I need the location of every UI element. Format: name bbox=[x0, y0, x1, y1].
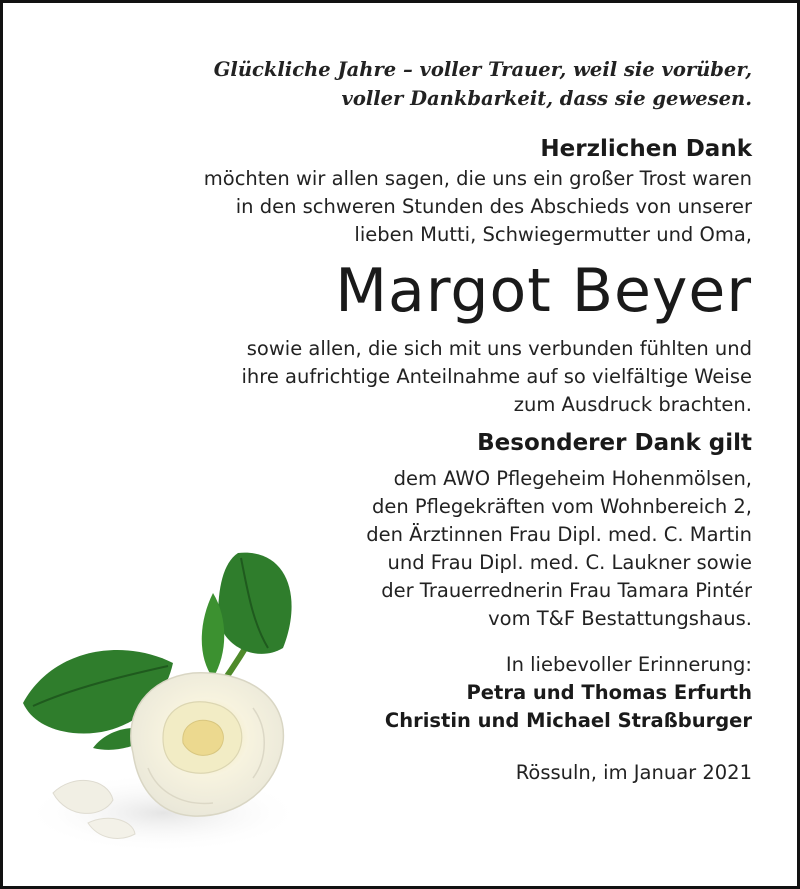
thanks-heading: Herzlichen Dank bbox=[540, 136, 752, 162]
signers bbox=[43, 679, 752, 735]
thanks-line: in den schweren Stunden des Abschieds von unserer bbox=[235, 195, 752, 218]
signer-name: Petra und Thomas Erfurth bbox=[466, 681, 752, 704]
special-thanks-line: der Trauerrednerin Frau Tamara Pintér bbox=[381, 579, 752, 602]
notice-text bbox=[43, 55, 752, 787]
special-thanks-line: und Frau Dipl. med. C. Laukner sowie bbox=[387, 551, 752, 574]
deceased-name: Margot Beyer bbox=[335, 256, 752, 326]
motto-line: Glückliche Jahre – voller Trauer, weil sie vorüber, bbox=[213, 58, 752, 81]
special-thanks-line: vom T&F Bestattungshaus. bbox=[488, 607, 752, 630]
special-thanks-text bbox=[43, 465, 752, 633]
after-name-line: ihre aufrichtige Anteilnahme auf so vielfältige Weise bbox=[241, 365, 752, 388]
after-name-text bbox=[43, 335, 752, 419]
motto-line: voller Dankbarkeit, dass sie gewesen. bbox=[341, 87, 752, 110]
motto bbox=[43, 55, 752, 113]
signer-name: Christin und Michael Straßburger bbox=[384, 709, 752, 732]
thanks-line: möchten wir allen sagen, die uns ein großer Trost waren bbox=[203, 167, 752, 190]
special-thanks-line: den Pflegekräften vom Wohnbereich 2, bbox=[371, 495, 752, 518]
special-thanks-heading: Besonderer Dank gilt bbox=[477, 430, 752, 456]
after-name-line: sowie allen, die sich mit uns verbunden fühlten und bbox=[246, 337, 752, 360]
thanks-line: lieben Mutti, Schwiegermutter und Oma, bbox=[354, 223, 752, 246]
thanks-text bbox=[43, 165, 752, 249]
after-name-line: zum Ausdruck brachten. bbox=[513, 393, 752, 416]
special-thanks-line: den Ärztinnen Frau Dipl. med. C. Martin bbox=[366, 523, 752, 546]
place-date: Rössuln, im Januar 2021 bbox=[515, 761, 752, 784]
special-thanks-line: dem AWO Pflegeheim Hohenmölsen, bbox=[393, 467, 752, 490]
memory-line: In liebevoller Erinnerung: bbox=[505, 653, 752, 676]
